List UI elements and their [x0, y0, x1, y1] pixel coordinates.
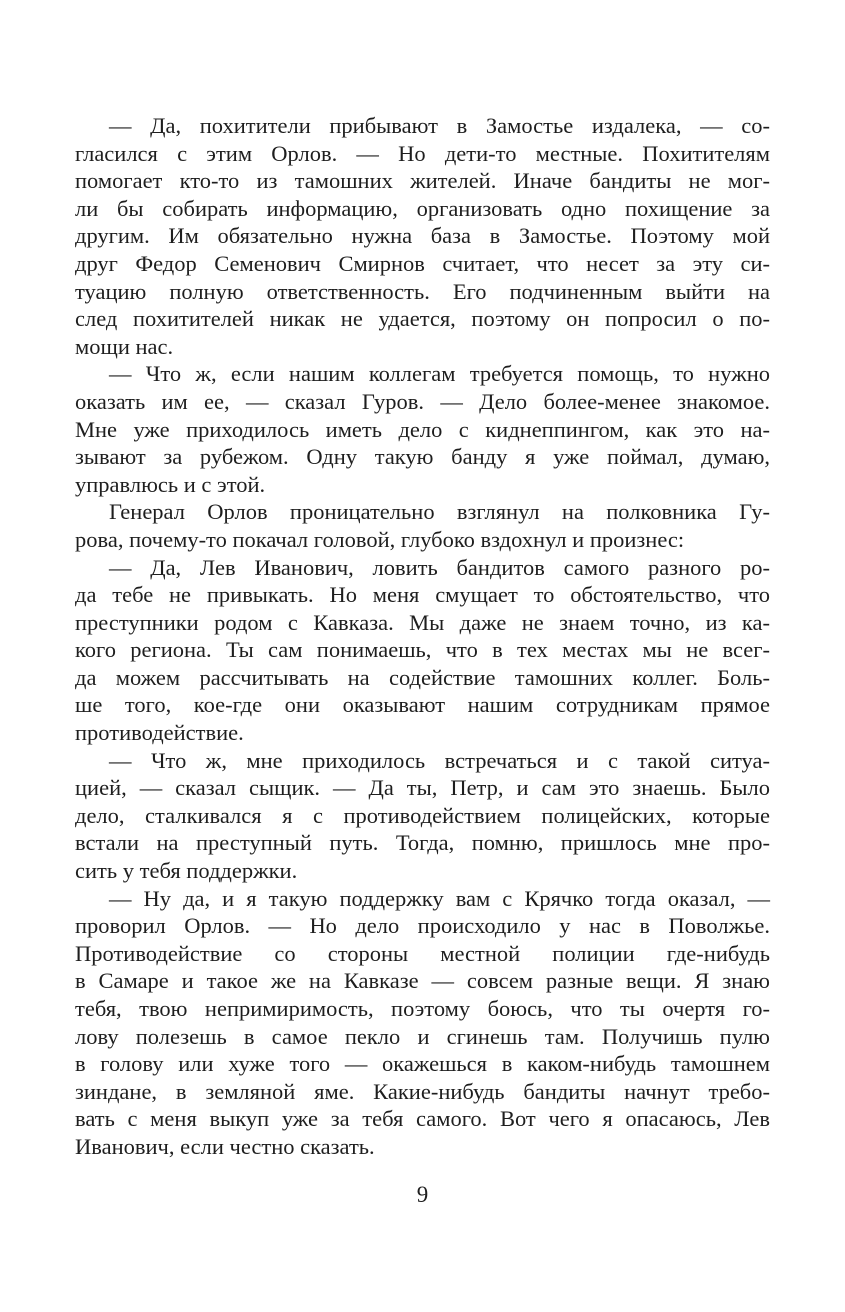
text-line: вать с меня выкуп уже за тебя самого. Вот чего я опасаюсь, Лев: [75, 1106, 770, 1132]
text-line: Мне уже приходилось иметь дело с киднеппингом, как это на-: [75, 416, 770, 442]
page-number: 9: [416, 1182, 429, 1207]
text-line: проворил Орлов. — Но дело происходило у нас в Поволжье.: [75, 913, 770, 939]
text-line: оказать им ее, — сказал Гуров. — Дело более-менее знакомое.: [75, 388, 770, 414]
text-line: след похитителей никак не удается, поэтому он попросил о по-: [75, 306, 770, 332]
page-text: [75, 112, 770, 1161]
text-line: другим. Им обязательно нужна база в Замостье. Поэтому мой: [75, 223, 770, 249]
text-line: — Ну да, и я такую поддержку вам с Крячко тогда оказал, —: [109, 885, 770, 911]
text-line: помогает кто-то из тамошних жителей. Иначе бандиты не мог-: [75, 168, 770, 194]
text-line: кого региона. Ты сам понимаешь, что в тех местах мы не всег-: [75, 637, 770, 663]
text-line: цией, — сказал сыщик. — Да ты, Петр, и сам это знаешь. Было: [75, 775, 770, 801]
text-line: — Да, Лев Иванович, ловить бандитов самого разного ро-: [109, 554, 770, 580]
text-line: друг Федор Семенович Смирнов считает, что несет за эту си-: [75, 250, 770, 276]
text-line: преступники родом с Кавказа. Мы даже не знаем точно, из ка-: [75, 609, 770, 635]
paragraph: [75, 747, 770, 885]
paragraph: [75, 885, 770, 1161]
text-line: рова, почему-то покачал головой, глубоко вздохнул и произнес:: [75, 526, 685, 552]
text-line: Генерал Орлов проницательно взглянул на полковника Гу-: [109, 499, 770, 525]
text-line: — Что ж, мне приходилось встречаться и с такой ситуа-: [109, 747, 770, 773]
text-line: сить у тебя поддержки.: [75, 858, 298, 884]
text-line: да тебе не привыкать. Но меня смущает то обстоятельство, что: [75, 582, 770, 608]
text-line: — Что ж, если нашим коллегам требуется помощь, то нужно: [109, 361, 770, 387]
text-line: Иванович, если честно сказать.: [75, 1133, 375, 1159]
text-line: туацию полную ответственность. Его подчиненным выйти на: [75, 278, 770, 304]
text-line: ше того, кое-где они оказывают нашим сотрудникам прямое: [75, 692, 770, 718]
text-line: мощи нас.: [75, 333, 174, 359]
text-line: — Да, похитители прибывают в Замостье издалека, — со-: [109, 113, 770, 138]
text-line: зывают за рубежом. Одну такую банду я уже поймал, думаю,: [75, 444, 770, 470]
text-line: гласился с этим Орлов. — Но дети-то местные. Похитителям: [75, 140, 770, 166]
text-line: да можем рассчитывать на содействие тамошних коллег. Боль-: [75, 664, 770, 690]
text-line: дело, сталкивался я с противодействием полицейских, которые: [75, 802, 770, 828]
text-line: тебя, твою непримиримость, поэтому боюсь, что ты очертя го-: [75, 996, 770, 1021]
text-line: ли бы собирать информацию, организовать одно похищение за: [75, 195, 770, 221]
paragraph: [75, 554, 770, 747]
text-line: противодействие.: [75, 720, 244, 746]
text-line: встали на преступный путь. Тогда, помню, пришлось мне про-: [75, 830, 770, 856]
text-line: Противодействие со стороны местной полиции где-нибудь: [75, 940, 770, 966]
text-line: зиндане, в земляной яме. Какие-нибудь бандиты начнут требо-: [75, 1078, 770, 1104]
paragraph: [75, 112, 770, 360]
paragraph: [75, 498, 770, 553]
text-line: в Самаре и такое же на Кавказе — совсем разные вещи. Я знаю: [75, 968, 770, 994]
text-line: лову полезешь в самое пекло и сгинешь там. Получишь пулю: [75, 1023, 770, 1049]
paragraph: [75, 360, 770, 498]
text-line: в голову или хуже того — окажешься в каком-нибудь тамошнем: [75, 1051, 770, 1077]
text-line: управлюсь и с этой.: [75, 471, 266, 497]
